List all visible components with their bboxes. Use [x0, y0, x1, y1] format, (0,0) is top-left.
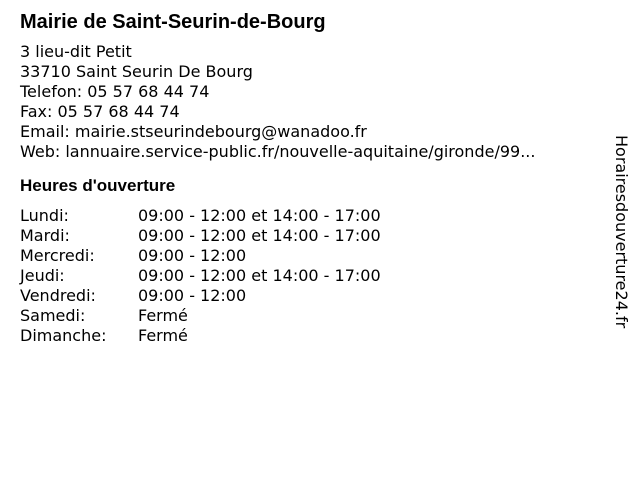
hours-time: Fermé: [138, 306, 188, 325]
site-watermark: Horairesdouverture24.fr: [612, 135, 631, 329]
phone-line[interactable]: Telefon: 05 57 68 44 74: [20, 82, 210, 101]
web-line[interactable]: Web: lannuaire.service-public.fr/nouvelle-aquitaine/gironde/99...: [20, 142, 536, 161]
hours-time: 09:00 - 12:00: [138, 246, 247, 265]
address-line-2: 33710 Saint Seurin De Bourg: [20, 62, 253, 81]
hours-row-monday: [20, 206, 600, 226]
hours-time: 09:00 - 12:00: [138, 286, 247, 305]
email-line[interactable]: Email: mairie.stseurindebourg@wanadoo.fr: [20, 122, 367, 141]
hours-row-saturday: [20, 306, 600, 326]
hours-time: Fermé: [138, 326, 188, 345]
fax-line: Fax: 05 57 68 44 74: [20, 102, 180, 121]
opening-hours-table: [20, 206, 600, 346]
hours-row-thursday: [20, 266, 600, 286]
hours-day: Samedi:: [20, 306, 86, 325]
hours-time: 09:00 - 12:00 et 14:00 - 17:00: [138, 226, 381, 245]
hours-time: 09:00 - 12:00 et 14:00 - 17:00: [138, 266, 381, 285]
hours-day: Jeudi:: [20, 266, 65, 285]
address-line-1: 3 lieu-dit Petit: [20, 42, 132, 61]
place-card: [20, 10, 600, 346]
hours-row-sunday: [20, 326, 600, 346]
opening-hours-heading: Heures d'ouverture: [20, 176, 176, 195]
hours-row-tuesday: [20, 226, 600, 246]
hours-day: Dimanche:: [20, 326, 107, 345]
place-name: Mairie de Saint-Seurin-de-Bourg: [20, 11, 326, 33]
hours-day: Mardi:: [20, 226, 70, 245]
hours-row-friday: [20, 286, 600, 306]
hours-day: Lundi:: [20, 206, 69, 225]
hours-row-wednesday: [20, 246, 600, 266]
hours-day: Mercredi:: [20, 246, 95, 265]
hours-time: 09:00 - 12:00 et 14:00 - 17:00: [138, 206, 381, 225]
hours-day: Vendredi:: [20, 286, 96, 305]
